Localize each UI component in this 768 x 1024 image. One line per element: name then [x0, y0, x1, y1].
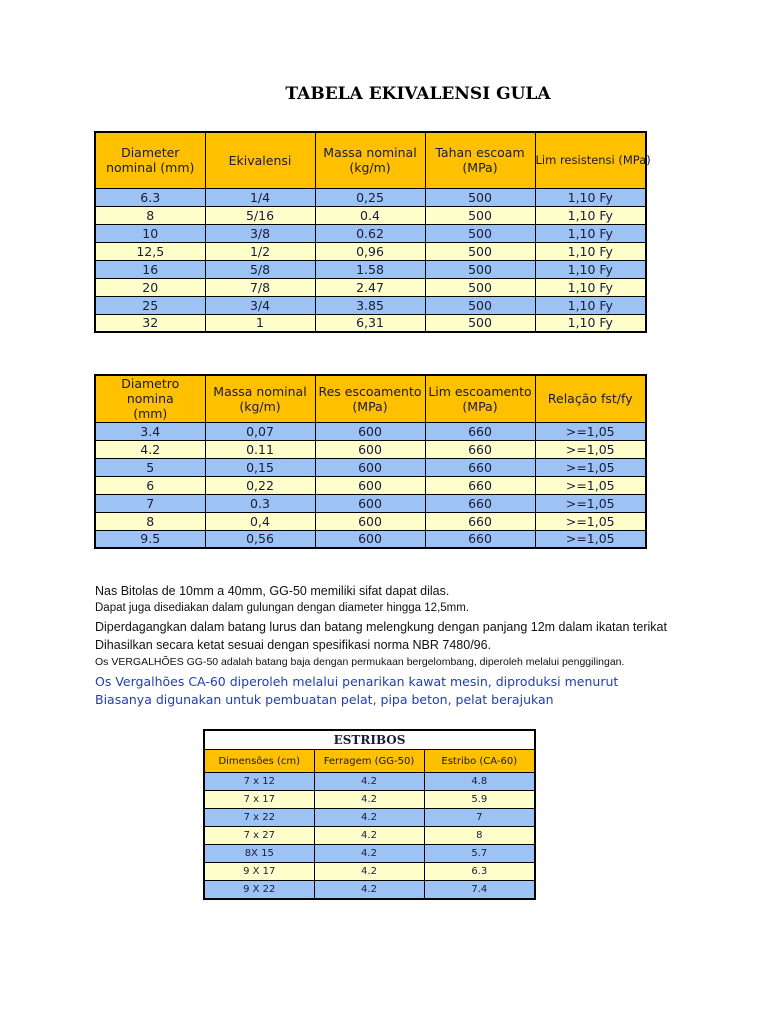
table-cell: 4.2 [95, 440, 205, 458]
table-cell: 0,56 [205, 530, 315, 548]
table-cell: 1.58 [315, 260, 425, 278]
table-cell: 7 [424, 809, 535, 827]
table-cell: >=1,05 [535, 476, 646, 494]
table-cell: 500 [425, 242, 535, 260]
table-cell: 0,07 [205, 422, 315, 440]
table-row [95, 296, 646, 314]
table-row [95, 458, 646, 476]
table-cell: 500 [425, 314, 535, 332]
table-cell: 7/8 [205, 278, 315, 296]
table-cell: 6,31 [315, 314, 425, 332]
table-cell: 9 X 17 [204, 863, 314, 881]
table-cell: 1,10 Fy [535, 206, 646, 224]
table-cell: 0,96 [315, 242, 425, 260]
table-cell: 660 [425, 422, 535, 440]
table-cell: 2.47 [315, 278, 425, 296]
table-cell: 1/4 [205, 188, 315, 206]
table-row [95, 224, 646, 242]
table-cell: 32 [95, 314, 205, 332]
table-cell: 600 [315, 476, 425, 494]
table-cell: 4.2 [314, 773, 424, 791]
header-nominal-mass: Massa nominal (kg/m) [205, 375, 315, 422]
table-cell: 500 [425, 224, 535, 242]
table-cell: 5/16 [205, 206, 315, 224]
table-cell: 10 [95, 224, 205, 242]
header-tensile-limit: Lim resistensi (MPa) [535, 132, 646, 188]
table-cell: >=1,05 [535, 440, 646, 458]
table-cell: 1,10 Fy [535, 260, 646, 278]
table-cell: 1,10 Fy [535, 188, 646, 206]
table-row [95, 260, 646, 278]
table-cell: 600 [315, 440, 425, 458]
header-yield-strength: Res escoamento (MPa) [315, 375, 425, 422]
header-ratio: Relação fst/fy [535, 375, 646, 422]
table-cell: 16 [95, 260, 205, 278]
table-row [95, 278, 646, 296]
table-cell: 0,25 [315, 188, 425, 206]
table-cell: >=1,05 [535, 494, 646, 512]
table-row [95, 242, 646, 260]
table-cell: 660 [425, 458, 535, 476]
table-cell: 0.4 [315, 206, 425, 224]
table-cell: 660 [425, 476, 535, 494]
table-cell: 600 [315, 512, 425, 530]
table-cell: 8X 15 [204, 845, 314, 863]
table-row [95, 530, 646, 548]
table-cell: 3.85 [315, 296, 425, 314]
table-cell: 7 x 22 [204, 809, 314, 827]
table-cell: 6.3 [95, 188, 205, 206]
table-cell: 0,22 [205, 476, 315, 494]
table-cell: 600 [315, 422, 425, 440]
table-cell: 4.8 [424, 773, 535, 791]
table-cell: 1,10 Fy [535, 278, 646, 296]
table-cell: 500 [425, 206, 535, 224]
table-cell: 0.3 [205, 494, 315, 512]
table-cell: >=1,05 [535, 458, 646, 476]
table-row [95, 440, 646, 458]
note-line: Diperdagangkan dalam batang lurus dan batang melengkung dengan panjang 12m dalam ikatan terikat [95, 620, 667, 634]
table-cell: >=1,05 [535, 530, 646, 548]
table-row [204, 791, 535, 809]
table-row [95, 188, 646, 206]
header-nominal-mass: Massa nominal (kg/m) [315, 132, 425, 188]
table-cell: 4.2 [314, 809, 424, 827]
table-row [204, 809, 535, 827]
header-dimensions: Dimensões (cm) [204, 750, 314, 773]
table-cell: 5.9 [424, 791, 535, 809]
table-cell: 600 [315, 458, 425, 476]
table-cell: 1,10 Fy [535, 224, 646, 242]
table-cell: 3/4 [205, 296, 315, 314]
table-row [204, 881, 535, 900]
table-row [95, 314, 646, 332]
table-row [95, 512, 646, 530]
table-cell: 1/2 [205, 242, 315, 260]
table-cell: 0.11 [205, 440, 315, 458]
table-row [95, 494, 646, 512]
stirrups-title: ESTRIBOS [204, 730, 535, 750]
table-row [95, 422, 646, 440]
table-cell: 4.2 [314, 845, 424, 863]
header-diameter: Diameter nominal (mm) [95, 132, 205, 188]
table-cell: 5 [95, 458, 205, 476]
table-cell: 4.2 [314, 863, 424, 881]
rebar-equivalence-table [94, 131, 651, 333]
table-cell: 7 [95, 494, 205, 512]
table-cell: 7 x 27 [204, 827, 314, 845]
table-row [204, 845, 535, 863]
header-yield-limit: Lim escoamento (MPa) [425, 375, 535, 422]
stirrups-table [203, 729, 536, 900]
table-cell: 1,10 Fy [535, 314, 646, 332]
table-row [204, 863, 535, 881]
table-cell: 8 [95, 512, 205, 530]
table-cell: 8 [95, 206, 205, 224]
table-cell: 1,10 Fy [535, 242, 646, 260]
table-cell: 5/8 [205, 260, 315, 278]
table-cell: 660 [425, 440, 535, 458]
table-cell: 0,15 [205, 458, 315, 476]
note-line: Biasanya digunakan untuk pembuatan pelat, pipa beton, pelat berajukan [95, 692, 554, 707]
table-cell: 7.4 [424, 881, 535, 900]
table-row [95, 206, 646, 224]
table-row [204, 827, 535, 845]
note-line: Dihasilkan secara ketat sesuai dengan spesifikasi norma NBR 7480/96. [95, 638, 492, 652]
table-cell: 660 [425, 494, 535, 512]
table-cell: 4.2 [314, 881, 424, 900]
table-cell: 12,5 [95, 242, 205, 260]
note-line: Nas Bitolas de 10mm a 40mm, GG-50 memiliki sifat dapat dilas. [95, 584, 450, 598]
table-cell: 7 x 17 [204, 791, 314, 809]
table-cell: 6 [95, 476, 205, 494]
table-cell: 7 x 12 [204, 773, 314, 791]
table-cell: 9 X 22 [204, 881, 314, 900]
wire-properties-table [94, 374, 647, 549]
table-cell: 20 [95, 278, 205, 296]
table-cell: 660 [425, 530, 535, 548]
table-cell: >=1,05 [535, 512, 646, 530]
table-row [95, 476, 646, 494]
table-cell: 1,10 Fy [535, 296, 646, 314]
table-cell: 8 [424, 827, 535, 845]
note-line: Os Vergalhões CA-60 diperoleh melalui penarikan kawat mesin, diproduksi menurut [95, 674, 619, 689]
note-line: Dapat juga disediakan dalam gulungan dengan diameter hingga 12,5mm. [95, 602, 470, 614]
table-cell: 3/8 [205, 224, 315, 242]
table-cell: 9.5 [95, 530, 205, 548]
table-cell: 500 [425, 260, 535, 278]
table-cell: 25 [95, 296, 205, 314]
table-cell: >=1,05 [535, 422, 646, 440]
table-cell: 0.62 [315, 224, 425, 242]
table-cell: 600 [315, 530, 425, 548]
table-row [204, 773, 535, 791]
table-cell: 5.7 [424, 845, 535, 863]
page-title: TABELA EKIVALENSI GULA [285, 84, 551, 104]
table-cell: 6.3 [424, 863, 535, 881]
header-equivalence: Ekivalensi [205, 132, 315, 188]
table-cell: 0,4 [205, 512, 315, 530]
table-cell: 500 [425, 188, 535, 206]
header-estribo: Estribo (CA-60) [424, 750, 535, 773]
note-line: Os VERGALHÕES GG-50 adalah batang baja dengan permukaan bergelombang, diperoleh melalui penggilingan. [95, 656, 625, 668]
header-yield-strength: Tahan escoam (MPa) [425, 132, 535, 188]
table-cell: 1 [205, 314, 315, 332]
table-cell: 3.4 [95, 422, 205, 440]
header-diameter: Diametro nomina (mm) [95, 375, 205, 422]
table-cell: 4.2 [314, 791, 424, 809]
table-cell: 660 [425, 512, 535, 530]
header-ferragem: Ferragem (GG-50) [314, 750, 424, 773]
table-cell: 4.2 [314, 827, 424, 845]
table-cell: 600 [315, 494, 425, 512]
table-cell: 500 [425, 296, 535, 314]
notes-section [95, 584, 755, 710]
table-cell: 500 [425, 278, 535, 296]
